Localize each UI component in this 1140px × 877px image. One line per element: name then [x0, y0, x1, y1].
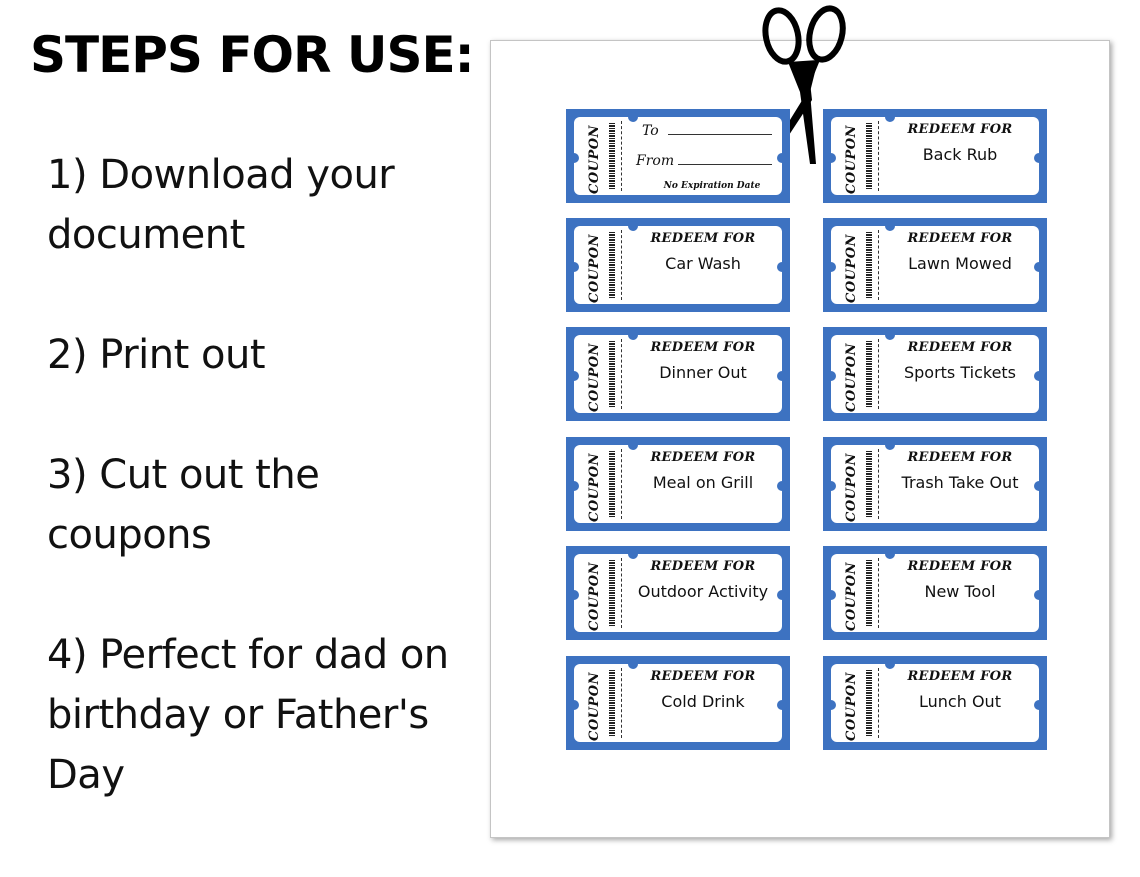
redeem-label: REDEEM FOR: [907, 231, 1013, 246]
redeem-label: REDEEM FOR: [907, 669, 1013, 684]
coupon-item: Dinner Out: [659, 363, 747, 382]
perforation-line: [621, 558, 622, 628]
coupon-notch: [826, 590, 836, 600]
coupon-notch: [569, 153, 579, 163]
perforation-line: [621, 339, 622, 409]
barcode-graphic: [609, 341, 615, 407]
coupon-notch: [569, 590, 579, 600]
perforation-line: [621, 668, 622, 738]
coupon-face: [574, 117, 782, 195]
coupon-notch: [826, 371, 836, 381]
coupon-stub-label: COUPON: [586, 124, 602, 194]
coupon-card: [823, 218, 1047, 312]
coupon-notch: [826, 153, 836, 163]
coupon-body: [624, 445, 782, 523]
perforation-line: [621, 230, 622, 300]
coupon-item: Outdoor Activity: [637, 582, 769, 601]
coupon-stub: [839, 339, 863, 415]
coupon-stub-label: COUPON: [843, 342, 859, 412]
coupon-card: [566, 109, 790, 203]
step-4: 4) Perfect for dad on birthday or Father's Day: [47, 632, 449, 798]
coupon-stub: [582, 668, 606, 744]
coupon-face: [574, 226, 782, 304]
coupon-face: [831, 226, 1039, 304]
barcode-graphic: [866, 560, 872, 626]
redeem-label: REDEEM FOR: [907, 559, 1013, 574]
redeem-label: REDEEM FOR: [650, 231, 756, 246]
barcode-graphic: [609, 670, 615, 736]
coupon-card: [566, 546, 790, 640]
coupon-item: Trash Take Out: [901, 473, 1019, 492]
coupon-body: [881, 226, 1039, 304]
perforation-line: [878, 230, 879, 300]
coupon-card: [823, 327, 1047, 421]
redeem-label: REDEEM FOR: [907, 340, 1013, 355]
coupon-item: Car Wash: [665, 254, 741, 273]
perforation-line: [878, 668, 879, 738]
redeem-label: REDEEM FOR: [907, 122, 1013, 137]
coupon-body: [624, 664, 782, 742]
coupon-stub-label: COUPON: [586, 561, 602, 631]
coupon-item: Cold Drink: [661, 692, 745, 711]
to-label: To: [642, 123, 659, 139]
coupon-card: [566, 656, 790, 750]
barcode-graphic: [609, 232, 615, 298]
coupon-notch: [826, 481, 836, 491]
coupon-stub: [839, 449, 863, 525]
coupon-body: [881, 554, 1039, 632]
coupon-stub: [839, 668, 863, 744]
expiry-text: No Expiration Date: [663, 181, 761, 191]
coupon-notch: [569, 262, 579, 272]
coupon-face: [574, 664, 782, 742]
coupon-card: [566, 218, 790, 312]
coupon-body: [881, 664, 1039, 742]
coupon-stub-label: COUPON: [843, 561, 859, 631]
coupon-item: New Tool: [924, 582, 996, 601]
perforation-line: [878, 449, 879, 519]
coupon-stub-label: COUPON: [586, 342, 602, 412]
barcode-graphic: [866, 451, 872, 517]
to-line: [668, 134, 772, 135]
redeem-label: REDEEM FOR: [650, 340, 756, 355]
coupon-stub-label: COUPON: [843, 124, 859, 194]
coupon-stub: [582, 230, 606, 306]
coupon-stub-label: COUPON: [586, 233, 602, 303]
coupon-body: [624, 554, 782, 632]
redeem-label: REDEEM FOR: [907, 450, 1013, 465]
coupon-body: [624, 335, 782, 413]
coupon-item: Meal on Grill: [652, 473, 754, 492]
coupon-body: [881, 335, 1039, 413]
coupon-card: [823, 109, 1047, 203]
from-label: From: [636, 153, 675, 169]
coupon-stub: [839, 558, 863, 634]
coupon-item: Sports Tickets: [903, 363, 1017, 382]
coupon-stub-label: COUPON: [843, 233, 859, 303]
coupon-face: [831, 117, 1039, 195]
coupon-item: Back Rub: [922, 145, 998, 164]
coupon-face: [831, 554, 1039, 632]
step-1: 1) Download your document: [47, 152, 395, 258]
coupon-notch: [826, 262, 836, 272]
coupon-card: [566, 327, 790, 421]
coupon-stub-label: COUPON: [843, 671, 859, 741]
step-2: 2) Print out: [47, 332, 266, 378]
coupon-card: [566, 437, 790, 531]
coupon-face: [831, 664, 1039, 742]
perforation-line: [878, 121, 879, 191]
coupon-stub: [582, 558, 606, 634]
perforation-line: [878, 339, 879, 409]
coupon-stub-label: COUPON: [586, 452, 602, 522]
coupon-stub: [582, 339, 606, 415]
coupon-face: [574, 445, 782, 523]
barcode-graphic: [609, 560, 615, 626]
coupon-notch: [569, 481, 579, 491]
coupon-stub: [582, 449, 606, 525]
coupon-stub: [839, 121, 863, 197]
coupon-stub-label: COUPON: [586, 671, 602, 741]
to-from-area: [628, 117, 776, 195]
coupon-card: [823, 656, 1047, 750]
redeem-label: REDEEM FOR: [650, 559, 756, 574]
barcode-graphic: [866, 341, 872, 407]
coupon-stub: [582, 121, 606, 197]
perforation-line: [621, 449, 622, 519]
coupon-face: [831, 445, 1039, 523]
steps-list: [47, 145, 467, 805]
coupon-notch: [777, 153, 787, 163]
redeem-label: REDEEM FOR: [650, 669, 756, 684]
coupon-item: Lawn Mowed: [908, 254, 1012, 273]
perforation-line: [878, 558, 879, 628]
coupon-card: [823, 437, 1047, 531]
barcode-graphic: [609, 451, 615, 517]
perforation-line: [621, 121, 622, 191]
barcode-graphic: [866, 232, 872, 298]
coupon-face: [831, 335, 1039, 413]
coupon-card: [823, 546, 1047, 640]
coupon-stub-label: COUPON: [843, 452, 859, 522]
coupon-notch: [569, 700, 579, 710]
redeem-label: REDEEM FOR: [650, 450, 756, 465]
barcode-graphic: [609, 123, 615, 189]
coupon-face: [574, 335, 782, 413]
barcode-graphic: [866, 123, 872, 189]
barcode-graphic: [866, 670, 872, 736]
coupon-stub: [839, 230, 863, 306]
coupon-notch: [569, 371, 579, 381]
coupon-body: [881, 117, 1039, 195]
coupon-notch: [826, 700, 836, 710]
coupon-body: [624, 226, 782, 304]
step-3: 3) Cut out the coupons: [47, 452, 320, 558]
coupon-face: [574, 554, 782, 632]
from-line: [678, 164, 772, 165]
coupon-body: [881, 445, 1039, 523]
page-title: STEPS FOR USE:: [30, 26, 474, 84]
coupon-item: Lunch Out: [919, 692, 1001, 711]
